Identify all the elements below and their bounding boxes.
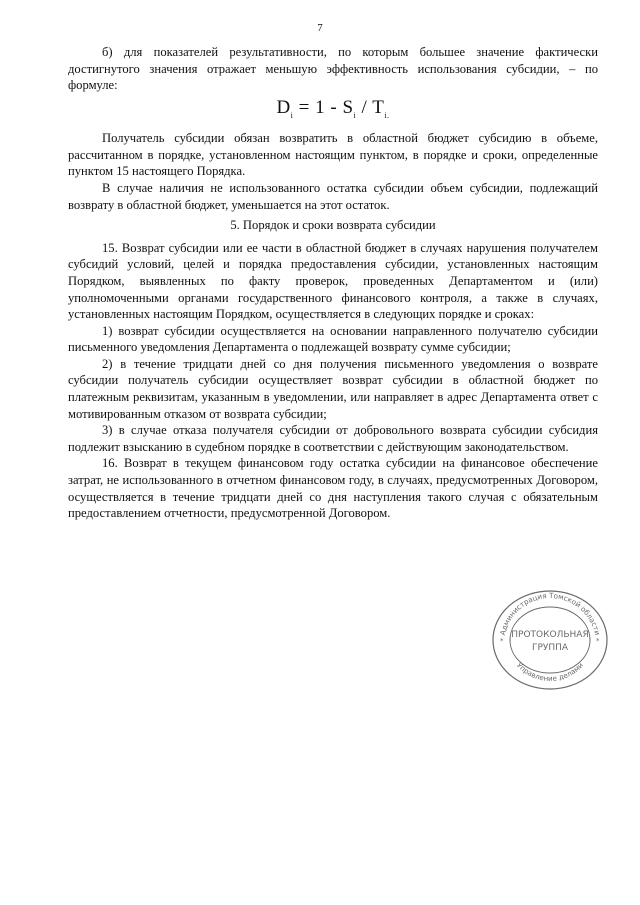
section-heading: 5. Порядок и сроки возврата субсидии: [230, 218, 436, 233]
formula-eq: = 1 -: [293, 96, 343, 118]
stamp-seal-icon: [490, 588, 610, 692]
formula-s: S: [342, 96, 354, 118]
paragraph-15-item-2: 2) в течение тридцати дней со дня получения письменного уведомления о возврате субсидии получатель субсидии осуществляет возврат субсидии в областной бюджет по платежным реквизитам, указанным в уведомлении, или направляет в адрес Департамента ответ с мотивированным отказом от возврата субсидии;: [68, 356, 598, 421]
paragraph-16: 16. Возврат в текущем финансовом году остатка субсидии на финансовое обеспечение затрат, не использованного в отчетном финансовом году, в случаях, предусмотренных Договором, осуществляется в течение тридцати дней со дня наступления такого случая с обязательным предоставлением отчетности, предусмотренной Договором.: [68, 456, 598, 521]
stamp-center-line-2: ГРУППА: [531, 643, 569, 653]
formula: [68, 96, 598, 124]
official-stamp: [490, 588, 610, 692]
paragraph-unused-remainder: В случае наличия не использованного остатка субсидии объем субсидии, подлежащий возврату в областной бюджет, уменьшается на этот остаток.: [68, 180, 598, 212]
svg-text:*: *: [500, 637, 504, 645]
paragraph-15: 15. Возврат субсидии или ее части в областной бюджет в случаях нарушения получателем субсидий условий, целей и порядка предоставления субсидии, установленных настоящим Порядком, выявленных по факту проверок, проведенных Департаментом и (или) уполномоченными органами государственного финансового контроля, а также в случаях, установленных настоящим Порядком, осуществляется в следующих порядке и сроках:: [68, 240, 598, 322]
stamp-outer-top-text: Администрация Томской области: [497, 590, 603, 637]
paragraph-refund-obligation: Получатель субсидии обязан возвратить в областной бюджет субсидию в объеме, рассчитанном в порядке, установленном настоящим пунктом, в порядке и сроки, определенные пунктом 15 настоящего Порядка.: [68, 131, 598, 179]
document-body: [68, 44, 598, 522]
svg-text:Управление делами: [515, 660, 585, 683]
formula-d-sub: i: [290, 110, 294, 120]
paragraph-15-item-3: 3) в случае отказа получателя субсидии от добровольного возврата субсидии субсидия подлежит взысканию в судебном порядке в соответствии с действующим законодательством.: [68, 423, 598, 454]
formula-t-sub: i: [384, 110, 388, 120]
stamp-outer-bottom-text: Управление делами: [514, 660, 586, 683]
formula-t: T: [372, 96, 385, 118]
formula-d: D: [276, 96, 291, 118]
page-number: 7: [317, 22, 323, 34]
svg-text:*: *: [596, 637, 600, 645]
paragraph-15-item-1: 1) возврат субсидии осуществляется на основании направленного получателю субсидии письменного уведомления Департамента о подлежащей возврату сумме субсидии;: [68, 323, 598, 355]
paragraph-b: б) для показателей результативности, по которым большее значение фактически достигнутого значения отражает меньшую эффективность использования субсидии, – по формуле:: [68, 45, 598, 93]
formula-s-sub: i: [353, 110, 357, 120]
formula-end: .: [387, 110, 390, 120]
stamp-center-line-1: ПРОТОКОЛЬНАЯ: [511, 630, 589, 640]
formula-slash: /: [356, 96, 373, 118]
